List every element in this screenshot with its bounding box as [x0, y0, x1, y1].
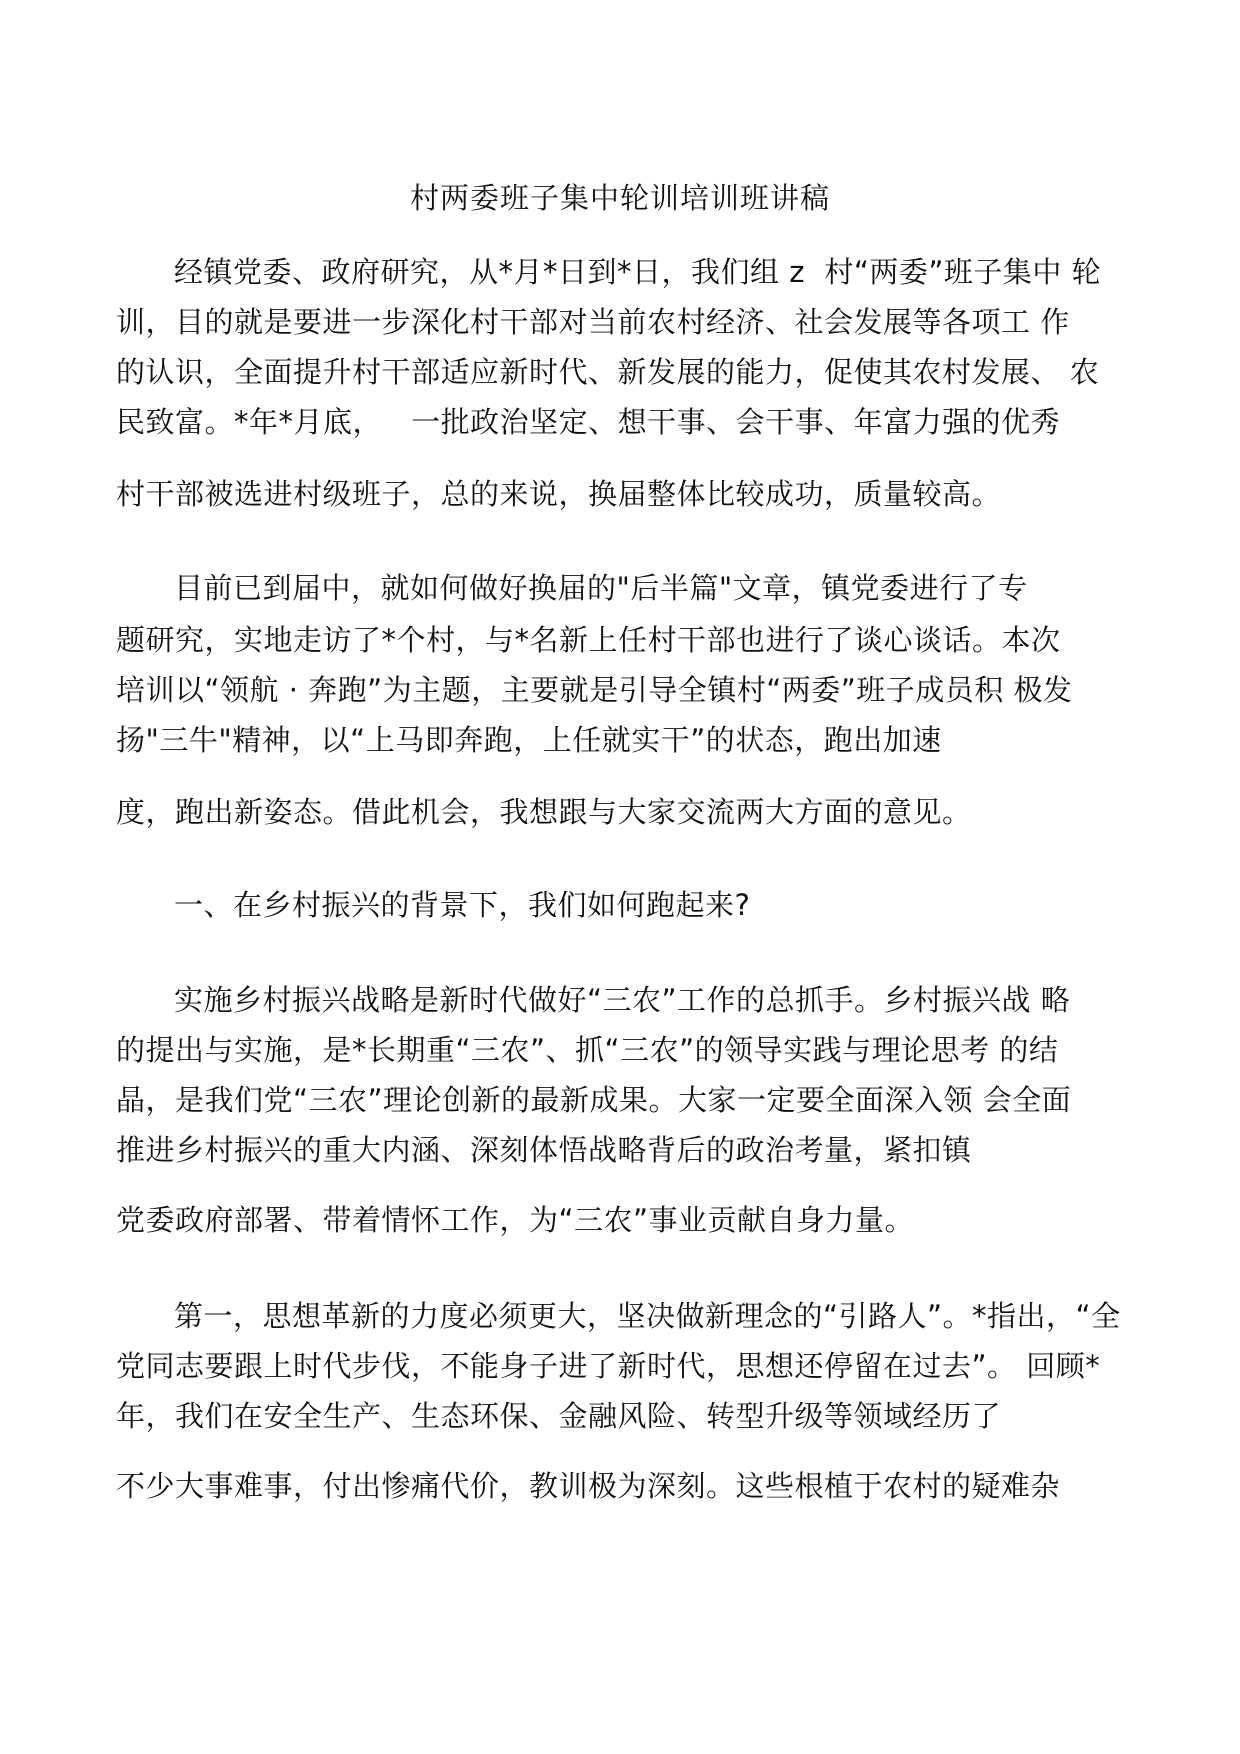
- paragraph-line: 的提出与实施，是*长期重“三农”、抓“三农”的领导实践与理论思考 的结: [116, 1033, 1059, 1067]
- paragraph-line: 培训以“领航 · 奔跑”为主题，主要就是引导全镇村“两委”班子成员积 极发: [116, 673, 1073, 707]
- paragraph-line: 党同志要跟上时代步伐，不能身子进了新时代，思想还停留在过去”。 回顾*: [116, 1349, 1101, 1383]
- paragraph-line: 训，目的就是要进一步深化村干部对当前农村经济、社会发展等各项工 作: [116, 305, 1070, 339]
- section-heading: 一、在乡村振兴的背景下，我们如何跑起来?: [174, 888, 751, 922]
- paragraph-line: 目前已到届中，就如何做好换届的"后半篇"文章，镇党委进行了专: [174, 571, 1028, 605]
- paragraph-line: 年，我们在安全生产、生态环保、金融风险、转型升级等领域经历了: [116, 1399, 1002, 1433]
- paragraph-line: 第一，思想革新的力度必须更大，坚决做新理念的“引路人”。*指出，“全: [174, 1299, 1121, 1333]
- paragraph-line: 不少大事难事，付出惨痛代价，教训极为深刻。这些根植于农村的疑难杂: [116, 1469, 1061, 1503]
- paragraph-line: 题研究，实地走访了*个村，与*名新上任村干部也进行了谈心谈话。本次: [116, 623, 1061, 657]
- paragraph-line: 村干部被选进村级班子，总的来说，换届整体比较成功，质量较高。: [116, 477, 1002, 511]
- paragraph-line: 民致富。*年*月底， 一批政治坚定、想干事、会干事、年富力强的优秀: [116, 405, 1061, 439]
- paragraph-line: 党委政府部署、带着情怀工作，为“三农”事业贡献自身力量。: [116, 1203, 915, 1237]
- paragraph-line: 的认识，全面提升村干部适应新时代、新发展的能力，促使其农村发展、 农: [116, 355, 1100, 389]
- paragraph-line: 经镇党委、政府研究，从*月*日到*日，我们组 z 村“两委”班子集中 轮: [174, 255, 1102, 289]
- paragraph-line: 推进乡村振兴的重大内涵、深刻体悟战略背后的政治考量，紧扣镇: [116, 1133, 972, 1167]
- document-title: 村两委班子集中轮训培训班讲稿: [409, 181, 830, 215]
- paragraph-line: 度，跑出新姿态。借此机会，我想跟与大家交流两大方面的意见。: [116, 795, 972, 829]
- paragraph-line: 晶，是我们党“三农”理论创新的最新成果。大家一定要全面深入领 会全面: [116, 1083, 1072, 1117]
- paragraph-line: 扬"三牛"精神，以“上马即奔跑，上任就实干”的状态，跑出加速: [116, 723, 942, 757]
- paragraph-line: 实施乡村振兴战略是新时代做好“三农”工作的总抓手。乡村振兴战 略: [174, 983, 1071, 1017]
